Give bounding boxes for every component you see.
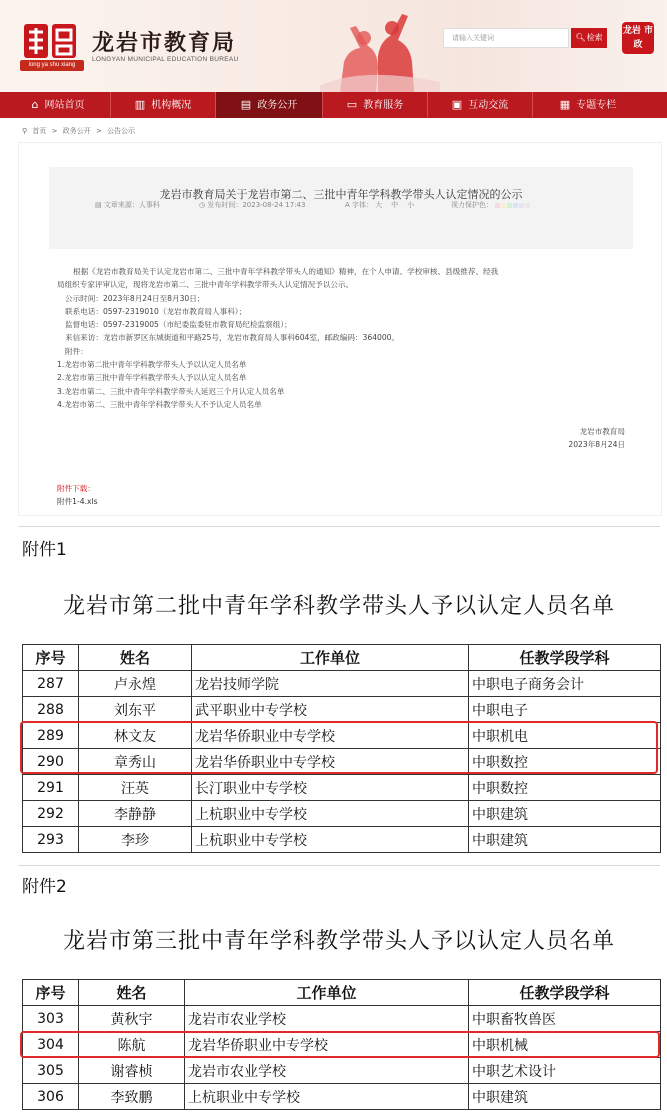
cell-name: 陈航 — [79, 1032, 185, 1058]
nav-item-home[interactable] — [6, 92, 110, 118]
eye-protection-label: 视力保护色： — [451, 201, 493, 209]
eye-color-swatch[interactable] — [519, 203, 524, 208]
column-header: 姓名 — [79, 645, 192, 671]
cell-name: 李致鹏 — [79, 1084, 185, 1110]
breadcrumb-government-affairs[interactable]: 政务公开 — [62, 127, 91, 135]
cell-number: 293 — [23, 827, 79, 853]
cell-subject: 中职艺术设计 — [469, 1058, 661, 1084]
cell-number: 291 — [23, 775, 79, 801]
banner-figures-decoration — [320, 6, 440, 92]
table-header-row — [23, 980, 661, 1006]
nav-item-label: 机构概况 — [151, 100, 192, 111]
table-row — [23, 1058, 661, 1084]
search-button-label: 检索 — [586, 33, 603, 42]
table-row — [23, 1084, 661, 1110]
document-icon: ▤ — [240, 98, 252, 111]
body-paragraph: 附件： — [65, 346, 88, 356]
building-icon: ▥ — [134, 98, 146, 111]
font-size-label: 字体： — [352, 201, 374, 209]
nav-item-government-affairs[interactable] — [216, 92, 322, 118]
cell-number: 305 — [23, 1058, 79, 1084]
font-size-control — [345, 200, 414, 210]
search-button[interactable] — [571, 28, 607, 48]
book-icon: ▦ — [559, 98, 571, 111]
nav-item-education-services[interactable] — [323, 92, 427, 118]
cell-number: 288 — [23, 697, 79, 723]
column-header: 序号 — [23, 980, 79, 1006]
font-size-large[interactable]: 大 — [375, 201, 383, 209]
cell-subject: 中职建筑 — [469, 801, 661, 827]
signature-org: 龙岩市教育局 — [579, 427, 625, 436]
table-row — [23, 1006, 661, 1032]
main-nav — [0, 92, 667, 118]
cell-subject: 中职数控 — [469, 749, 661, 775]
cell-number: 290 — [23, 749, 79, 775]
breadcrumb-separator: > — [95, 127, 102, 135]
article-published-text: 发布时间：2023-08-24 17:43 — [207, 201, 306, 209]
logo-pinyin: long ya shu xiang — [20, 60, 84, 71]
cell-unit: 龙岩华侨职业中专学校 — [192, 749, 469, 775]
cell-number: 304 — [23, 1032, 79, 1058]
cell-number: 306 — [23, 1084, 79, 1110]
document-icon: ▤ — [95, 201, 104, 209]
article-source-text: 文章来源：人事科 — [103, 201, 160, 209]
body-paragraph: 3.龙岩市第二、三批中青年学科教学带头人延迟三个月认定人员名单 — [57, 386, 285, 396]
cell-unit: 上杭职业中专学校 — [185, 1084, 469, 1110]
home-icon: ⌂ — [31, 98, 39, 111]
column-header: 任教学段学科 — [469, 645, 661, 671]
government-badge[interactable] — [622, 22, 654, 54]
table-row — [23, 775, 661, 801]
column-header: 姓名 — [79, 980, 185, 1006]
cell-subject: 中职畜牧兽医 — [469, 1006, 661, 1032]
nav-item-label: 专题专栏 — [576, 100, 617, 111]
cell-number: 287 — [23, 671, 79, 697]
article-signature — [568, 425, 625, 452]
body-paragraph: 1.龙岩市第二批中青年学科教学带头人予以认定人员名单 — [57, 360, 247, 370]
body-paragraph: 公示时间：2023年8月24日至8月30日； — [65, 293, 205, 303]
recognition-table — [22, 644, 661, 853]
cell-unit: 上杭职业中专学校 — [192, 801, 469, 827]
attachment-label: 附件下载： — [57, 484, 95, 493]
body-paragraph: 来信来访：龙岩市新罗区东城街道和平路25号，龙岩市教育局人事科604室，邮政编码：364000。 — [65, 333, 400, 343]
cell-unit: 上杭职业中专学校 — [192, 827, 469, 853]
nav-item-label: 政务公开 — [257, 100, 298, 111]
body-paragraph: 2.龙岩市第三批中青年学科教学带头人予以认定人员名单 — [57, 373, 247, 383]
eye-color-swatches — [495, 201, 531, 209]
article-title: 龙岩市教育局关于龙岩市第二、三批中青年学科教学带头人认定情况的公示 — [159, 188, 523, 201]
eye-color-swatch[interactable] — [507, 203, 512, 208]
table-row — [23, 723, 661, 749]
font-size-small[interactable]: 小 — [407, 201, 415, 209]
cell-unit: 龙岩市农业学校 — [185, 1058, 469, 1084]
eye-color-swatch[interactable] — [525, 203, 530, 208]
cell-unit: 龙岩华侨职业中专学校 — [192, 723, 469, 749]
cell-name: 章秀山 — [79, 749, 192, 775]
column-header: 工作单位 — [185, 980, 469, 1006]
table-row — [23, 671, 661, 697]
breadcrumb-home[interactable]: 首页 — [32, 127, 47, 135]
article-source — [95, 200, 160, 210]
site-subtitle: LONGYAN MUNICIPAL EDUCATION BUREAU — [92, 56, 239, 63]
monitor-icon: ▭ — [346, 98, 358, 111]
cell-name: 汪英 — [79, 775, 192, 801]
attachment-2-sheet — [18, 865, 660, 1118]
nav-item-special-topics[interactable] — [533, 92, 643, 118]
sheet-title: 龙岩市第二批中青年学科教学带头人予以认定人员名单 — [62, 594, 615, 619]
recognition-table — [22, 979, 661, 1110]
cell-unit: 长汀职业中专学校 — [192, 775, 469, 801]
nav-item-label: 教育服务 — [363, 100, 404, 111]
eye-protection-control — [451, 200, 531, 210]
cell-subject: 中职数控 — [469, 775, 661, 801]
cell-subject: 中职电子商务会计 — [469, 671, 661, 697]
signature-date: 2023年8月24日 — [568, 440, 625, 450]
table-row — [23, 827, 661, 853]
badge-text: 龙岩 市政 — [622, 26, 654, 50]
eye-color-swatch[interactable] — [501, 203, 506, 208]
body-paragraph: 监督电话：0597-2319005（市纪委监委驻市教育局纪检监察组）； — [65, 320, 292, 330]
nav-item-label: 网站首页 — [44, 100, 85, 111]
site-title[interactable]: 龙岩市教育局 — [92, 30, 237, 56]
font-size-medium[interactable]: 中 — [391, 201, 399, 209]
attachment-heading: 附件2 — [22, 877, 67, 897]
sheet-title: 龙岩市第三批中青年学科教学带头人予以认定人员名单 — [62, 929, 615, 954]
cell-name: 李珍 — [79, 827, 192, 853]
body-paragraph: 4.龙岩市第二、三批中青年学科教学带头人不予认定人员名单 — [57, 399, 262, 409]
location-pin-icon: ⚲ — [22, 127, 28, 135]
nav-item-about[interactable] — [111, 92, 215, 118]
column-header: 序号 — [23, 645, 79, 671]
body-paragraph: 根据《龙岩市教育局关于认定龙岩市第二、三批中青年学科教学带头人的通知》精神，在个人申请、学校审核、县级推荐、经我 — [73, 267, 499, 276]
site-header — [0, 0, 667, 92]
breadcrumb-separator: > — [51, 127, 58, 135]
chat-icon: ▣ — [451, 98, 463, 111]
cell-name: 林文友 — [79, 723, 192, 749]
search-input[interactable]: 请输入关键词 — [443, 28, 569, 48]
column-header: 任教学段学科 — [469, 980, 661, 1006]
cell-name: 刘东平 — [79, 697, 192, 723]
attachment-heading: 附件1 — [22, 540, 67, 560]
article-panel — [18, 142, 662, 516]
table-row — [23, 697, 661, 723]
cell-name: 李静静 — [79, 801, 192, 827]
nav-item-interaction[interactable] — [428, 92, 532, 118]
cell-name: 卢永煌 — [79, 671, 192, 697]
article-published — [199, 200, 305, 210]
logo-icon[interactable] — [22, 20, 78, 62]
cell-name: 黄秋宇 — [79, 1006, 185, 1032]
eye-color-swatch[interactable] — [495, 203, 500, 208]
clock-icon: ◷ — [199, 201, 208, 209]
cell-subject: 中职机电 — [469, 723, 661, 749]
body-paragraph: 联系电话：0597-2319010（龙岩市教育局人事科）； — [65, 306, 247, 316]
cell-number: 289 — [23, 723, 79, 749]
cell-unit: 龙岩华侨职业中专学校 — [185, 1032, 469, 1058]
breadcrumb — [22, 126, 138, 136]
table-row — [23, 1032, 661, 1058]
cell-subject: 中职建筑 — [469, 1084, 661, 1110]
cell-unit: 龙岩技师学院 — [192, 671, 469, 697]
cell-subject: 中职电子 — [469, 697, 661, 723]
cell-unit: 龙岩市农业学校 — [185, 1006, 469, 1032]
search-icon: 🔍︎ — [575, 33, 586, 42]
eye-color-swatch[interactable] — [513, 203, 518, 208]
cell-name: 谢睿桢 — [79, 1058, 185, 1084]
table-row — [23, 801, 661, 827]
attachment-link[interactable]: 附件1-4.xls — [57, 497, 98, 506]
body-paragraph: 局组织专家评审认定，现将龙岩市第二、三批中青年学科教学带头人认定情况予以公示。 — [57, 280, 354, 290]
table-header-row — [23, 645, 661, 671]
attachment-1-sheet — [18, 526, 660, 856]
cell-number: 292 — [23, 801, 79, 827]
cell-subject: 中职机械 — [469, 1032, 661, 1058]
nav-item-label: 互动交流 — [468, 100, 509, 111]
font-size-icon: A — [345, 201, 350, 209]
article-body — [57, 265, 625, 411]
breadcrumb-announcements[interactable]: 公告公示 — [107, 127, 136, 135]
cell-subject: 中职建筑 — [469, 827, 661, 853]
cell-number: 303 — [23, 1006, 79, 1032]
cell-unit: 武平职业中专学校 — [192, 697, 469, 723]
table-row — [23, 749, 661, 775]
column-header: 工作单位 — [192, 645, 469, 671]
